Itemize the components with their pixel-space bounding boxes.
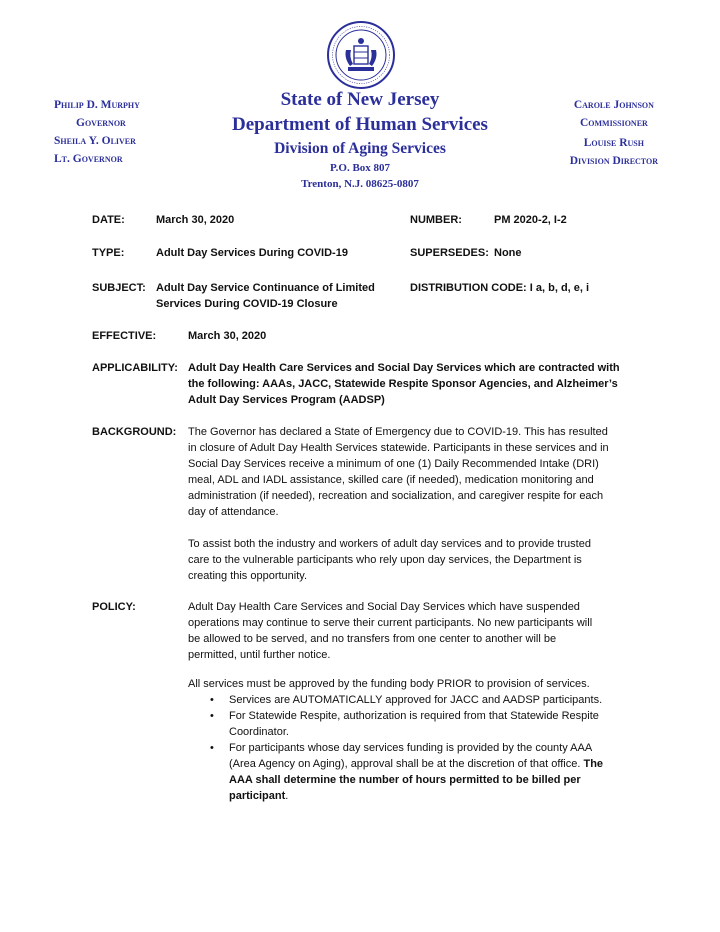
policy-bullet-list: [210, 692, 648, 804]
list-item: • Services are AUTOMATICALLY approved for JACC and AADSP participants.: [210, 694, 603, 706]
commissioner-title: Commissioner: [579, 117, 648, 129]
letterhead-center: [200, 88, 520, 192]
state-name: State of New Jersey: [280, 89, 440, 110]
supersedes-value: None: [494, 247, 522, 259]
applicability-line-1: Adult Day Health Care Services and Social Day Services which are contracted with: [188, 362, 620, 374]
date-label: DATE:: [92, 214, 125, 226]
subject-line-1: Adult Day Service Continuance of Limited: [156, 282, 375, 294]
department-name: Department of Human Services: [232, 114, 488, 135]
policy-label: POLICY:: [92, 601, 136, 613]
city-address: Trenton, N.J. 08625-0807: [301, 178, 419, 190]
subject-line-2: Services During COVID-19 Closure: [156, 298, 338, 310]
division-name: Division of Aging Services: [274, 140, 446, 157]
commissioner-name: Carole Johnson: [573, 99, 654, 111]
director-name: Louise Rush: [583, 137, 644, 149]
number-value: PM 2020-2, I-2: [494, 214, 567, 226]
number-label: NUMBER:: [410, 214, 462, 226]
type-value: Adult Day Services During COVID-19: [156, 247, 348, 259]
policy-paragraph-1: Adult Day Health Care Services and Social Day Services which have suspended operations may continue to serve their current participants. No new participants will be allowed to be served, and no transfers from one center to another will be permitted, until further notice.: [188, 601, 593, 661]
background-label: BACKGROUND:: [92, 426, 177, 438]
list-item: • For Statewide Respite, authorization is required from that Statewide Respite Coordinator.: [210, 710, 599, 738]
distribution-code: DISTRIBUTION CODE: I a, b, d, e, i: [410, 282, 590, 294]
list-item: • For participants whose day services funding is provided by the county AAA (Area Agency on Aging), approval shall be at the discretion of that office. The AAA shall determine the number of hours permitted to be billed per participant.: [210, 742, 604, 802]
background-paragraph-2: To assist both the industry and workers of adult day services and to provide trusted care to the vulnerable participants who rely upon day services, the Department is creating this opportunity.: [188, 538, 591, 582]
policy-paragraph-2: All services must be approved by the funding body PRIOR to provision of services.: [188, 678, 590, 690]
state-seal-image: [326, 20, 396, 90]
effective-value: March 30, 2020: [188, 330, 267, 342]
director-title: Division Director: [569, 155, 658, 167]
type-label: TYPE:: [92, 247, 125, 259]
date-value: March 30, 2020: [156, 214, 235, 226]
letterhead-left: [54, 96, 140, 168]
lt-governor-name: Sheila Y. Oliver: [54, 135, 136, 147]
governor-name: Philip D. Murphy: [54, 99, 140, 111]
subject-label: SUBJECT:: [92, 282, 146, 294]
applicability-line-3: Adult Day Services Program (AADSP): [188, 394, 385, 406]
applicability-line-2: the following: AAAs, JACC, Statewide Respite Sponsor Agencies, and Alzheimer’s: [188, 378, 618, 390]
po-box: P.O. Box 807: [329, 162, 391, 174]
governor-title: Governor: [76, 117, 126, 129]
supersedes-label: SUPERSEDES:: [410, 247, 489, 259]
effective-label: EFFECTIVE:: [92, 330, 157, 342]
background-paragraph-1: The Governor has declared a State of Emergency due to COVID-19. This has resulted in closure of Adult Day Health Services statewide. Participants in these services and in Social Day Services receive a minimum of one (1) Daily Recommended Intake (DRI) meal, ADL and IADL assistance, skilled care (if needed), medication monitoring and administration (if needed), recreation and socialization, and caregiver respite for each day of attendance.: [188, 426, 609, 518]
letterhead-right: [570, 96, 658, 170]
applicability-label: APPLICABILITY:: [92, 362, 178, 374]
lt-governor-title: Lt. Governor: [54, 153, 123, 165]
